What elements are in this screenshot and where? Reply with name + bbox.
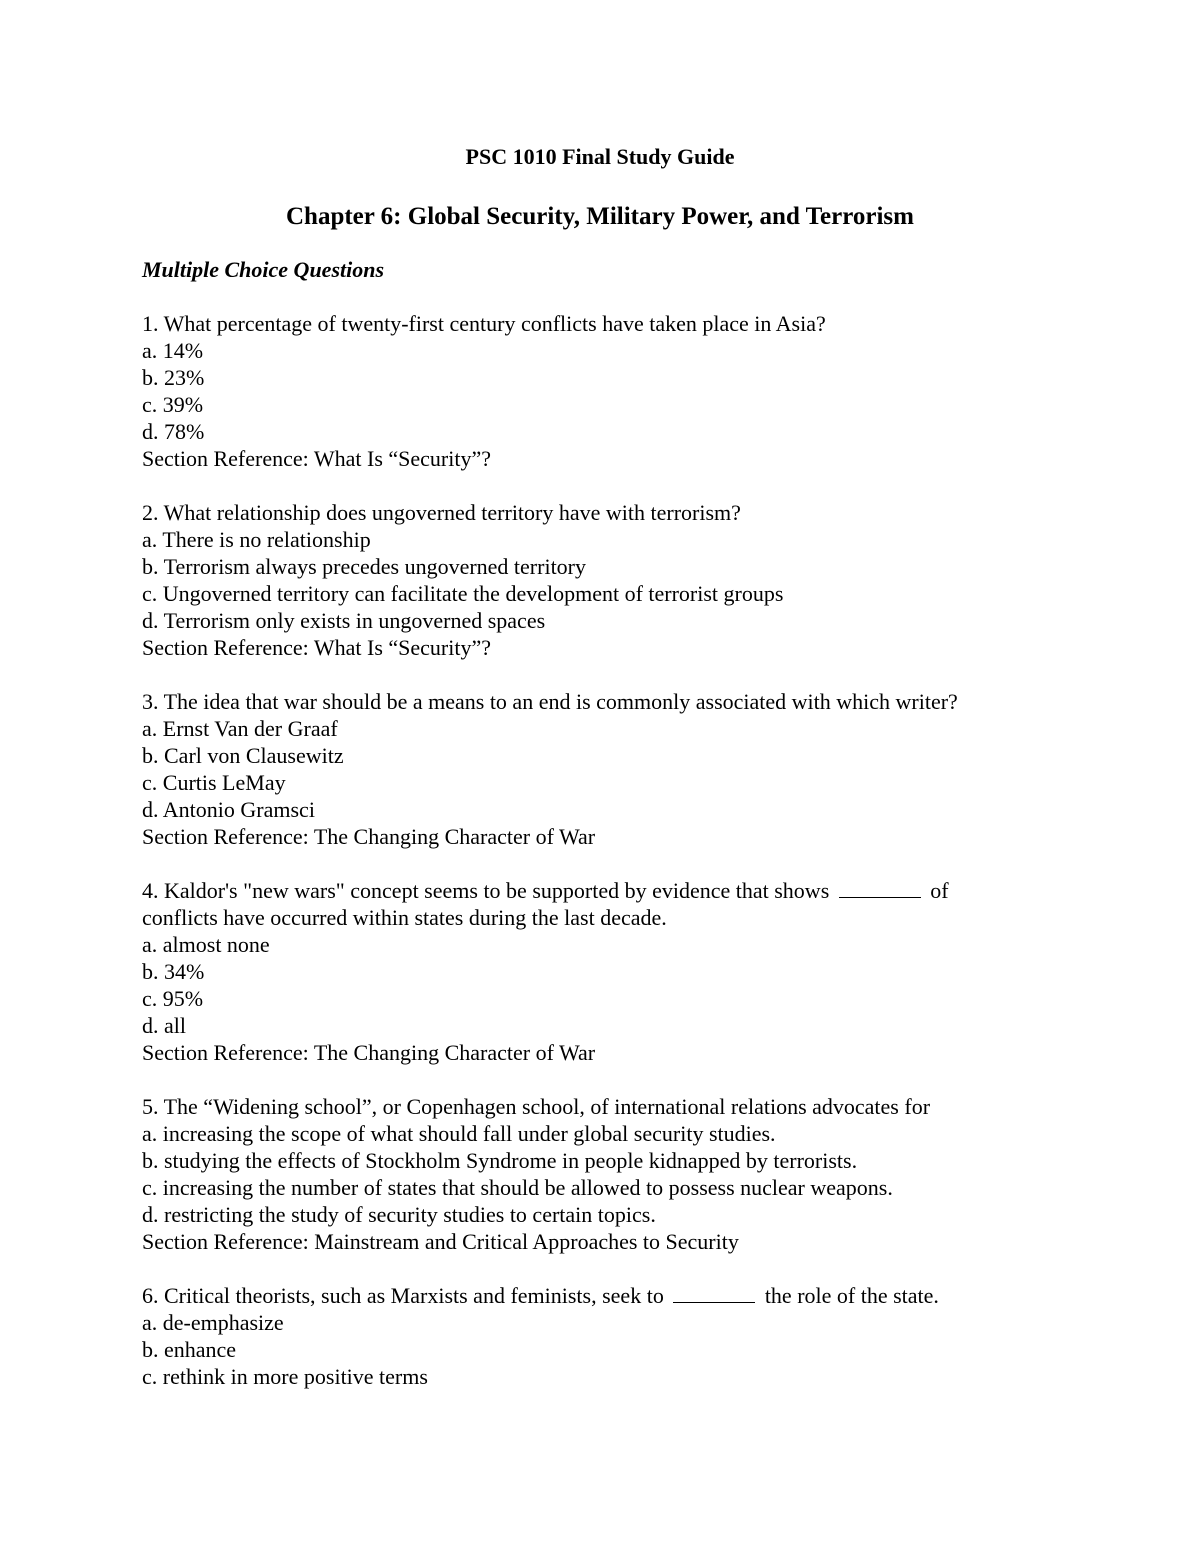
fill-in-blank: [673, 1284, 755, 1303]
question-stem: 5. The “Widening school”, or Copenhagen school, of international relations advocates for: [142, 1094, 931, 1119]
answer-option: d. 78%: [142, 419, 205, 444]
answer-option: c. Ungoverned territory can facilitate the development of terrorist groups: [142, 581, 784, 606]
question-1: [142, 310, 1042, 472]
section-heading: Multiple Choice Questions: [142, 257, 385, 282]
answer-option: c. 39%: [142, 392, 204, 417]
answer-option: c. 95%: [142, 986, 204, 1011]
answer-option: d. Terrorism only exists in ungoverned spaces: [142, 608, 546, 633]
document-title: PSC 1010 Final Study Guide: [465, 144, 735, 169]
answer-option: a. de-emphasize: [142, 1310, 284, 1335]
fill-in-blank: [839, 879, 921, 898]
question-stem-part: 4. Kaldor's "new wars" concept seems to be supported by evidence that shows: [142, 878, 830, 903]
answer-option: b. studying the effects of Stockholm Syndrome in people kidnapped by terrorists.: [142, 1148, 858, 1173]
question-stem: 3. The idea that war should be a means to an end is commonly associated with which writer?: [142, 689, 958, 714]
question-stem: [142, 877, 1042, 904]
question-stem: 2. What relationship does ungoverned territory have with terrorism?: [142, 500, 741, 525]
answer-option: b. Carl von Clausewitz: [142, 743, 344, 768]
answer-option: a. Ernst Van der Graaf: [142, 716, 338, 741]
answer-option: c. rethink in more positive terms: [142, 1364, 428, 1389]
question-3: [142, 688, 1042, 850]
answer-option: b. Terrorism always precedes ungoverned territory: [142, 554, 587, 579]
question-2: [142, 499, 1042, 661]
answer-option: d. all: [142, 1013, 186, 1038]
answer-option: c. Curtis LeMay: [142, 770, 286, 795]
question-stem-continued: conflicts have occurred within states during the last decade.: [142, 905, 667, 930]
question-list: [142, 310, 1042, 1417]
answer-option: a. increasing the scope of what should fall under global security studies.: [142, 1121, 776, 1146]
answer-option: b. 23%: [142, 365, 205, 390]
answer-option: d. restricting the study of security studies to certain topics.: [142, 1202, 656, 1227]
question-4: [142, 877, 1042, 1066]
answer-option: a. 14%: [142, 338, 204, 363]
question-stem-part: of: [930, 878, 949, 903]
answer-option: a. almost none: [142, 932, 270, 957]
section-reference: Section Reference: Mainstream and Critical Approaches to Security: [142, 1229, 739, 1254]
question-stem-part: the role of the state.: [764, 1283, 939, 1308]
question-stem: [142, 1282, 1042, 1309]
section-reference: Section Reference: The Changing Character of War: [142, 824, 596, 849]
answer-option: b. enhance: [142, 1337, 237, 1362]
question-6: [142, 1282, 1042, 1390]
section-reference: Section Reference: What Is “Security”?: [142, 635, 491, 660]
answer-option: b. 34%: [142, 959, 205, 984]
question-stem-part: 6. Critical theorists, such as Marxists and feminists, seek to: [142, 1283, 664, 1308]
answer-option: a. There is no relationship: [142, 527, 371, 552]
answer-option: d. Antonio Gramsci: [142, 797, 315, 822]
question-stem: 1. What percentage of twenty-first century conflicts have taken place in Asia?: [142, 311, 826, 336]
section-reference: Section Reference: The Changing Character of War: [142, 1040, 596, 1065]
answer-option: c. increasing the number of states that should be allowed to possess nuclear weapons.: [142, 1175, 893, 1200]
question-5: [142, 1093, 1042, 1255]
chapter-title: Chapter 6: Global Security, Military Power, and Terrorism: [286, 203, 914, 230]
section-reference: Section Reference: What Is “Security”?: [142, 446, 491, 471]
